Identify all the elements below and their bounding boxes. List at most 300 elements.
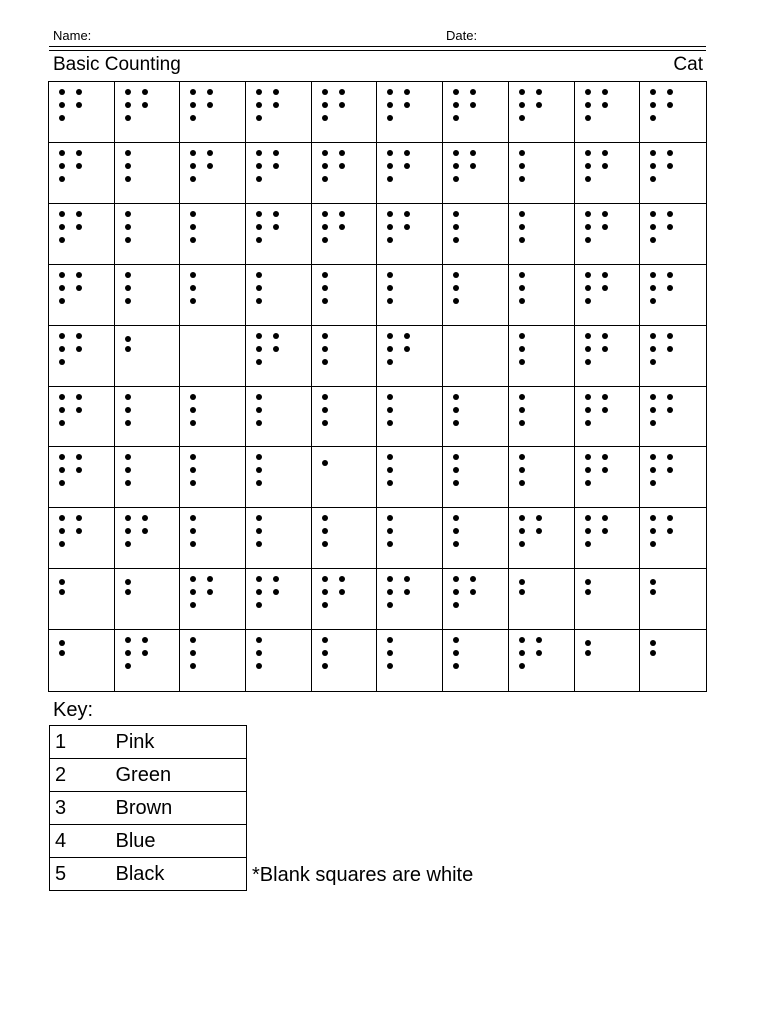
grid-cell[interactable] bbox=[49, 569, 115, 630]
count-dot bbox=[190, 224, 196, 230]
count-dot bbox=[387, 163, 393, 169]
count-dot bbox=[256, 176, 262, 182]
count-dot bbox=[207, 102, 213, 108]
grid-cell[interactable] bbox=[246, 447, 312, 508]
count-dot bbox=[585, 298, 591, 304]
count-dot bbox=[387, 407, 393, 413]
grid-cell[interactable] bbox=[49, 265, 115, 326]
count-dot bbox=[519, 528, 525, 534]
grid-cell[interactable] bbox=[640, 143, 706, 204]
count-dot bbox=[322, 176, 328, 182]
count-dot bbox=[470, 589, 476, 595]
count-dot bbox=[453, 637, 459, 643]
count-dot bbox=[190, 420, 196, 426]
count-dot bbox=[585, 579, 591, 585]
count-dot bbox=[585, 176, 591, 182]
count-dot bbox=[125, 541, 131, 547]
count-dot bbox=[387, 298, 393, 304]
count-dot bbox=[387, 359, 393, 365]
grid-cell[interactable] bbox=[443, 82, 509, 143]
count-dot bbox=[125, 346, 131, 352]
count-dot bbox=[453, 589, 459, 595]
count-dot bbox=[59, 89, 65, 95]
grid-cell[interactable] bbox=[640, 387, 706, 448]
grid-cell[interactable] bbox=[377, 82, 443, 143]
grid-cell[interactable] bbox=[575, 82, 641, 143]
count-dot bbox=[322, 359, 328, 365]
grid-cell[interactable] bbox=[312, 447, 378, 508]
count-dot bbox=[519, 394, 525, 400]
count-dot bbox=[190, 637, 196, 643]
grid-cell[interactable] bbox=[509, 326, 575, 387]
count-dot bbox=[602, 285, 608, 291]
grid-cell[interactable] bbox=[180, 82, 246, 143]
count-dot bbox=[387, 272, 393, 278]
grid-cell[interactable] bbox=[377, 630, 443, 691]
key-color: Green bbox=[114, 759, 247, 792]
count-dot bbox=[76, 528, 82, 534]
grid-cell[interactable] bbox=[115, 630, 181, 691]
count-dot bbox=[59, 515, 65, 521]
count-dot bbox=[125, 454, 131, 460]
count-dot bbox=[76, 272, 82, 278]
grid-cell[interactable] bbox=[49, 326, 115, 387]
count-dot bbox=[59, 211, 65, 217]
count-dot bbox=[453, 394, 459, 400]
key-row bbox=[50, 792, 247, 825]
count-dot bbox=[142, 637, 148, 643]
count-dot bbox=[256, 637, 262, 643]
count-dot bbox=[650, 115, 656, 121]
count-dot bbox=[650, 467, 656, 473]
count-dot bbox=[519, 211, 525, 217]
count-dot bbox=[585, 480, 591, 486]
count-dot bbox=[59, 420, 65, 426]
grid-cell[interactable] bbox=[246, 630, 312, 691]
count-dot bbox=[76, 163, 82, 169]
grid-cell[interactable] bbox=[246, 265, 312, 326]
count-dot bbox=[125, 89, 131, 95]
grid-cell[interactable] bbox=[509, 143, 575, 204]
count-dot bbox=[602, 528, 608, 534]
count-dot bbox=[585, 454, 591, 460]
count-dot bbox=[667, 394, 673, 400]
grid-cell[interactable] bbox=[115, 326, 181, 387]
count-dot bbox=[453, 163, 459, 169]
grid-cell[interactable] bbox=[180, 630, 246, 691]
grid-cell[interactable] bbox=[640, 508, 706, 569]
count-dot bbox=[650, 176, 656, 182]
count-dot bbox=[322, 163, 328, 169]
count-dot bbox=[602, 394, 608, 400]
count-dot bbox=[322, 224, 328, 230]
worksheet-title: Basic Counting bbox=[53, 54, 181, 75]
count-dot bbox=[453, 480, 459, 486]
grid-cell[interactable] bbox=[640, 265, 706, 326]
count-dot bbox=[387, 102, 393, 108]
grid-cell[interactable] bbox=[575, 508, 641, 569]
key-label: Key: bbox=[53, 699, 94, 721]
count-dot bbox=[76, 394, 82, 400]
count-dot bbox=[256, 467, 262, 473]
count-dot bbox=[519, 298, 525, 304]
grid-cell[interactable] bbox=[115, 82, 181, 143]
count-dot bbox=[519, 650, 525, 656]
count-dot bbox=[650, 102, 656, 108]
count-dot bbox=[650, 589, 656, 595]
grid-cell[interactable] bbox=[180, 143, 246, 204]
count-dot bbox=[125, 298, 131, 304]
grid-cell[interactable] bbox=[509, 630, 575, 691]
count-dot bbox=[339, 589, 345, 595]
count-dot bbox=[387, 150, 393, 156]
grid-cell[interactable] bbox=[640, 82, 706, 143]
grid-cell[interactable] bbox=[443, 265, 509, 326]
count-dot bbox=[519, 637, 525, 643]
count-dot bbox=[650, 640, 656, 646]
count-dot bbox=[650, 346, 656, 352]
count-dot bbox=[404, 576, 410, 582]
count-dot bbox=[59, 541, 65, 547]
count-dot bbox=[519, 663, 525, 669]
count-dot bbox=[453, 211, 459, 217]
count-dot bbox=[322, 211, 328, 217]
grid-cell[interactable] bbox=[640, 326, 706, 387]
name-label: Name: bbox=[53, 28, 92, 43]
grid-cell[interactable] bbox=[115, 447, 181, 508]
count-dot bbox=[256, 650, 262, 656]
count-dot bbox=[256, 602, 262, 608]
count-dot bbox=[76, 285, 82, 291]
count-dot bbox=[273, 576, 279, 582]
grid-cell[interactable] bbox=[575, 630, 641, 691]
grid-cell[interactable] bbox=[115, 508, 181, 569]
grid-cell[interactable] bbox=[443, 204, 509, 265]
grid-cell[interactable] bbox=[180, 508, 246, 569]
count-dot bbox=[190, 480, 196, 486]
count-dot bbox=[256, 163, 262, 169]
count-dot bbox=[519, 115, 525, 121]
count-dot bbox=[142, 515, 148, 521]
count-dot bbox=[76, 407, 82, 413]
count-dot bbox=[387, 211, 393, 217]
grid-cell[interactable] bbox=[312, 82, 378, 143]
count-dot bbox=[453, 285, 459, 291]
count-dot bbox=[650, 420, 656, 426]
grid-cell[interactable] bbox=[377, 387, 443, 448]
grid-cell[interactable] bbox=[377, 143, 443, 204]
count-dot bbox=[453, 467, 459, 473]
grid-cell[interactable] bbox=[443, 143, 509, 204]
grid-cell[interactable] bbox=[443, 508, 509, 569]
grid-cell[interactable] bbox=[312, 569, 378, 630]
count-dot bbox=[207, 576, 213, 582]
count-dot bbox=[273, 346, 279, 352]
count-dot bbox=[585, 346, 591, 352]
count-dot bbox=[190, 115, 196, 121]
count-dot bbox=[256, 359, 262, 365]
count-dot bbox=[339, 576, 345, 582]
grid-cell[interactable] bbox=[180, 326, 246, 387]
grid-cell[interactable] bbox=[443, 387, 509, 448]
count-dot bbox=[585, 589, 591, 595]
count-dot bbox=[536, 515, 542, 521]
count-dot bbox=[59, 150, 65, 156]
count-dot bbox=[256, 285, 262, 291]
count-dot bbox=[667, 407, 673, 413]
count-dot bbox=[59, 467, 65, 473]
count-dot bbox=[190, 589, 196, 595]
grid-cell[interactable] bbox=[49, 204, 115, 265]
count-dot bbox=[650, 333, 656, 339]
count-dot bbox=[322, 333, 328, 339]
grid-cell[interactable] bbox=[180, 265, 246, 326]
count-dot bbox=[585, 89, 591, 95]
count-dot bbox=[125, 102, 131, 108]
grid-cell[interactable] bbox=[509, 387, 575, 448]
count-dot bbox=[602, 515, 608, 521]
grid-cell[interactable] bbox=[312, 143, 378, 204]
count-dot bbox=[519, 589, 525, 595]
count-dot bbox=[585, 394, 591, 400]
count-dot bbox=[190, 176, 196, 182]
count-dot bbox=[453, 420, 459, 426]
count-dot bbox=[453, 89, 459, 95]
count-dot bbox=[207, 89, 213, 95]
count-dot bbox=[125, 637, 131, 643]
grid-cell[interactable] bbox=[377, 204, 443, 265]
count-dot bbox=[256, 346, 262, 352]
grid-cell[interactable] bbox=[180, 204, 246, 265]
count-dot bbox=[585, 272, 591, 278]
count-dot bbox=[322, 346, 328, 352]
count-dot bbox=[585, 150, 591, 156]
count-dot bbox=[59, 528, 65, 534]
count-dot bbox=[190, 541, 196, 547]
count-dot bbox=[59, 359, 65, 365]
count-dot bbox=[650, 211, 656, 217]
grid-cell[interactable] bbox=[509, 569, 575, 630]
grid-cell[interactable] bbox=[246, 508, 312, 569]
count-dot bbox=[322, 589, 328, 595]
grid-cell[interactable] bbox=[246, 326, 312, 387]
count-dot bbox=[387, 602, 393, 608]
grid-cell[interactable] bbox=[180, 387, 246, 448]
grid-cell[interactable] bbox=[246, 387, 312, 448]
grid-cell[interactable] bbox=[49, 82, 115, 143]
count-dot bbox=[585, 224, 591, 230]
count-dot bbox=[519, 272, 525, 278]
grid-cell[interactable] bbox=[115, 143, 181, 204]
count-dot bbox=[125, 176, 131, 182]
count-dot bbox=[125, 394, 131, 400]
count-dot bbox=[387, 224, 393, 230]
grid-cell[interactable] bbox=[312, 204, 378, 265]
grid-cell[interactable] bbox=[575, 265, 641, 326]
grid-cell[interactable] bbox=[377, 508, 443, 569]
count-dot bbox=[256, 407, 262, 413]
count-dot bbox=[453, 407, 459, 413]
count-dot bbox=[125, 163, 131, 169]
count-dot bbox=[387, 541, 393, 547]
key-number: 5 bbox=[50, 858, 114, 891]
count-dot bbox=[125, 650, 131, 656]
count-dot bbox=[256, 480, 262, 486]
grid-cell[interactable] bbox=[180, 447, 246, 508]
count-dot bbox=[650, 285, 656, 291]
count-dot bbox=[59, 333, 65, 339]
count-dot bbox=[256, 272, 262, 278]
count-dot bbox=[76, 150, 82, 156]
count-dot bbox=[190, 663, 196, 669]
count-dot bbox=[76, 89, 82, 95]
count-dot bbox=[404, 102, 410, 108]
grid-cell[interactable] bbox=[115, 569, 181, 630]
count-dot bbox=[76, 211, 82, 217]
count-dot bbox=[453, 176, 459, 182]
count-dot bbox=[470, 150, 476, 156]
grid-cell[interactable] bbox=[640, 204, 706, 265]
count-dot bbox=[404, 589, 410, 595]
grid-cell[interactable] bbox=[377, 569, 443, 630]
grid-cell[interactable] bbox=[115, 204, 181, 265]
count-dot bbox=[602, 211, 608, 217]
count-dot bbox=[59, 298, 65, 304]
grid-cell[interactable] bbox=[49, 447, 115, 508]
count-dot bbox=[453, 454, 459, 460]
grid-cell[interactable] bbox=[377, 447, 443, 508]
grid-cell[interactable] bbox=[312, 326, 378, 387]
count-dot bbox=[322, 407, 328, 413]
key-row bbox=[50, 759, 247, 792]
count-dot bbox=[519, 359, 525, 365]
grid-cell[interactable] bbox=[443, 326, 509, 387]
grid-cell[interactable] bbox=[246, 204, 312, 265]
grid-cell[interactable] bbox=[575, 326, 641, 387]
grid-cell[interactable] bbox=[509, 265, 575, 326]
count-dot bbox=[650, 454, 656, 460]
grid-cell[interactable] bbox=[312, 508, 378, 569]
count-dot bbox=[322, 528, 328, 534]
count-dot bbox=[125, 515, 131, 521]
count-dot bbox=[387, 637, 393, 643]
count-dot bbox=[322, 150, 328, 156]
grid-cell[interactable] bbox=[509, 204, 575, 265]
key-color: Blue bbox=[114, 825, 247, 858]
count-dot bbox=[59, 407, 65, 413]
grid-cell[interactable] bbox=[312, 630, 378, 691]
grid-cell[interactable] bbox=[180, 569, 246, 630]
count-dot bbox=[190, 650, 196, 656]
count-dot bbox=[125, 285, 131, 291]
grid-cell[interactable] bbox=[509, 508, 575, 569]
count-dot bbox=[585, 541, 591, 547]
grid-cell[interactable] bbox=[115, 265, 181, 326]
grid-cell[interactable] bbox=[509, 447, 575, 508]
grid-cell[interactable] bbox=[575, 569, 641, 630]
grid-cell[interactable] bbox=[443, 569, 509, 630]
count-dot bbox=[453, 237, 459, 243]
count-dot bbox=[190, 515, 196, 521]
count-dot bbox=[59, 115, 65, 121]
grid-cell[interactable] bbox=[246, 143, 312, 204]
count-dot bbox=[76, 515, 82, 521]
count-dot bbox=[387, 576, 393, 582]
count-dot bbox=[585, 528, 591, 534]
count-dot bbox=[256, 541, 262, 547]
grid-cell[interactable] bbox=[575, 447, 641, 508]
grid-cell[interactable] bbox=[640, 630, 706, 691]
count-dot bbox=[256, 102, 262, 108]
count-dot bbox=[602, 346, 608, 352]
grid-cell[interactable] bbox=[640, 447, 706, 508]
grid-cell[interactable] bbox=[115, 387, 181, 448]
count-dot bbox=[190, 528, 196, 534]
grid-cell[interactable] bbox=[575, 143, 641, 204]
grid-cell[interactable] bbox=[312, 387, 378, 448]
count-dot bbox=[404, 211, 410, 217]
count-dot bbox=[190, 102, 196, 108]
grid-cell[interactable] bbox=[246, 569, 312, 630]
count-dot bbox=[256, 89, 262, 95]
key-number: 4 bbox=[50, 825, 114, 858]
grid-cell[interactable] bbox=[377, 326, 443, 387]
count-dot bbox=[519, 454, 525, 460]
grid-cell[interactable] bbox=[49, 387, 115, 448]
grid-cell[interactable] bbox=[509, 82, 575, 143]
key-number: 3 bbox=[50, 792, 114, 825]
count-dot bbox=[602, 89, 608, 95]
count-dot bbox=[322, 89, 328, 95]
grid-cell[interactable] bbox=[575, 387, 641, 448]
count-dot bbox=[125, 224, 131, 230]
count-dot bbox=[387, 589, 393, 595]
count-dot bbox=[519, 89, 525, 95]
count-dot bbox=[585, 420, 591, 426]
count-dot bbox=[273, 211, 279, 217]
count-dot bbox=[190, 454, 196, 460]
grid-cell[interactable] bbox=[443, 447, 509, 508]
count-dot bbox=[387, 176, 393, 182]
grid-cell[interactable] bbox=[49, 630, 115, 691]
count-dot bbox=[256, 515, 262, 521]
count-dot bbox=[650, 528, 656, 534]
count-dot bbox=[602, 272, 608, 278]
count-dot bbox=[256, 420, 262, 426]
count-dot bbox=[190, 285, 196, 291]
count-dot bbox=[519, 237, 525, 243]
count-dot bbox=[190, 394, 196, 400]
count-dot bbox=[519, 407, 525, 413]
count-dot bbox=[667, 467, 673, 473]
grid-cell[interactable] bbox=[49, 508, 115, 569]
count-dot bbox=[142, 528, 148, 534]
count-dot bbox=[470, 102, 476, 108]
count-dot bbox=[404, 89, 410, 95]
grid-cell[interactable] bbox=[49, 143, 115, 204]
count-dot bbox=[387, 333, 393, 339]
grid-cell[interactable] bbox=[312, 265, 378, 326]
grid-cell[interactable] bbox=[443, 630, 509, 691]
count-dot bbox=[585, 407, 591, 413]
grid-cell[interactable] bbox=[640, 569, 706, 630]
count-dot bbox=[650, 89, 656, 95]
count-dot bbox=[256, 224, 262, 230]
grid-cell[interactable] bbox=[246, 82, 312, 143]
count-dot bbox=[125, 272, 131, 278]
grid-cell[interactable] bbox=[575, 204, 641, 265]
grid-cell[interactable] bbox=[377, 265, 443, 326]
